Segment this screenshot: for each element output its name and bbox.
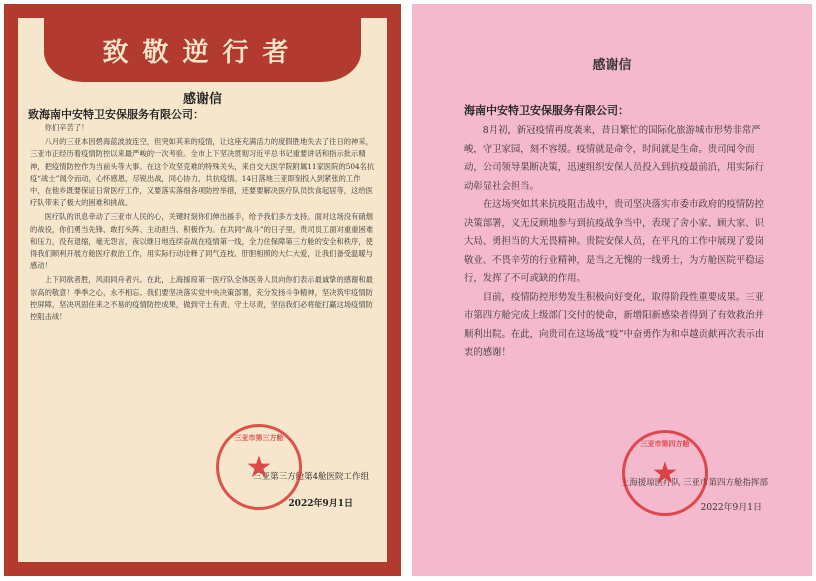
left-letter-paragraph: 八月的三亚本因碧海蓝波波连空，但突如其来的疫情，让这座充满活力的度假胜地失去了往日的神采，三亚市正经历着疫情防控以来最严峻的一次考验。全市上下坚决贯彻习近平总书记重要讲话和指示批示精神，把疫情防控作为当前头等大事。在这个攻坚克难的特殊关头，来自交大医学院附属11家医院的504名抗疫“战士”闻令而动，心怀感恩，尽锐出战，同心协力，共抗疫情。14日落地三亚即刻投入到紧张的工作中，在他乡既要保证日常医疗工作，又要落实落细各项防控举措，还要要解决医疗队员饮食起居等，这给医疗队带来了极大的困难和挑战。 bbox=[30, 137, 375, 208]
right-letter-signature: 上海援琼医疗队 三亚市第四方舱指挥部 bbox=[620, 478, 768, 488]
right-letter bbox=[412, 4, 812, 576]
right-seal-text: 三亚市第四方舱 bbox=[640, 440, 690, 448]
right-letter-paragraph: 在这场突如其来抗疫阻击战中，贵司坚决落实市委市政府的疫情防控决策部署，义无反顾地参与到抗疫战争当中，表现了舍小家、顾大家、识大局、勇担当的大无畏精神。贵院安保人员，在平凡的工作中展现了爱岗敬业、不畏辛劳的行业精神，是当之无愧的一线勇士，为方舱医院平稳运行，发挥了不可或缺的作用。 bbox=[464, 199, 765, 284]
left-letter-paper bbox=[18, 18, 387, 562]
star-icon: ★ bbox=[651, 456, 679, 491]
right-letter-body bbox=[464, 122, 768, 363]
left-seal-text: 三亚市第三方舱 bbox=[234, 434, 284, 442]
right-seal-stamp bbox=[622, 430, 708, 516]
star-icon: ★ bbox=[245, 450, 273, 485]
right-letter-paragraph: 8月初，新冠疫情再度袭来，昔日繁忙的国际化旅游城市形势非常严峻，守卫家园，刻不容缓。疫情就是命令，时间就是生命。贵司闻令而动，公司领导果断决策，迅速组织安保人员投入到抗疫最前沿，用实际行动彰显社会担当。 bbox=[464, 125, 765, 192]
left-banner-title: 致敬逆行者 bbox=[102, 38, 303, 68]
left-letter-body bbox=[30, 122, 375, 325]
right-letter-date: 2022年9月1日 bbox=[700, 503, 762, 513]
left-letter-paragraph: 医疗队的讯息牵动了三亚市人民的心，关键时刻你们伸出援手，给予我们多方支持。面对这场没有硝烟的战役，你们勇当先锋、敢打头阵、主动担当、积极作为。在共同“战斗”的日子里，贵司员工面对重重困难和压力，没有退缩，毫无怨言，夜以继日地连续奋战在疫情第一线，全力住保障第三方舱的安全和秩序，使得我们顺利开展方舱医疗救治工作，用实际行动诠释了同气连枝、肝胆相照的大仁大爱，让我们备受温暖与感动！ bbox=[30, 212, 374, 271]
left-letter-signature: 三亚第三方舱第4舱医院工作组 bbox=[253, 472, 369, 482]
right-letter-paragraph: 目前，疫情防控形势发生积极向好变化，取得阶段性重要成果。三亚市第四方舱完成上级部门交付的使命，新增阳新感染者得到了有效救治并顺利出院。在此，向贵司在这场战“疫”中奋勇作为和卓越贡献再次表示由衷的感谢！ bbox=[464, 291, 765, 358]
left-letter-date: 2022年9月1日 bbox=[288, 499, 353, 509]
left-seal-stamp bbox=[216, 424, 302, 510]
left-banner bbox=[44, 18, 361, 82]
right-letter-title: 感谢信 bbox=[592, 58, 632, 73]
left-letter-title: 感谢信 bbox=[182, 92, 222, 107]
left-letter-paragraph: 上下同欲者胜，风雨同舟者兴。在此，上海援琼第一医疗队全体医务人员向你们表示最诚挚的感谢和最崇高的敬意！季季之心，永不相忘。我们要坚决落实党中央决策部署，充分发扬斗争精神，坚决筑牢疫情防控屏障，坚决巩固住来之不易的疫情防控成果，做到守土有责、守土尽责，坚信我们必将能打赢这场疫情防控阻击战！ bbox=[30, 275, 373, 322]
left-letter-salutation: 致海南中安特卫安保服务有限公司： bbox=[28, 108, 204, 121]
right-letter-salutation: 海南中安特卫安保服务有限公司： bbox=[464, 104, 629, 117]
left-letter-greeting: 你们辛苦了！ bbox=[44, 123, 89, 132]
left-letter bbox=[4, 4, 401, 576]
